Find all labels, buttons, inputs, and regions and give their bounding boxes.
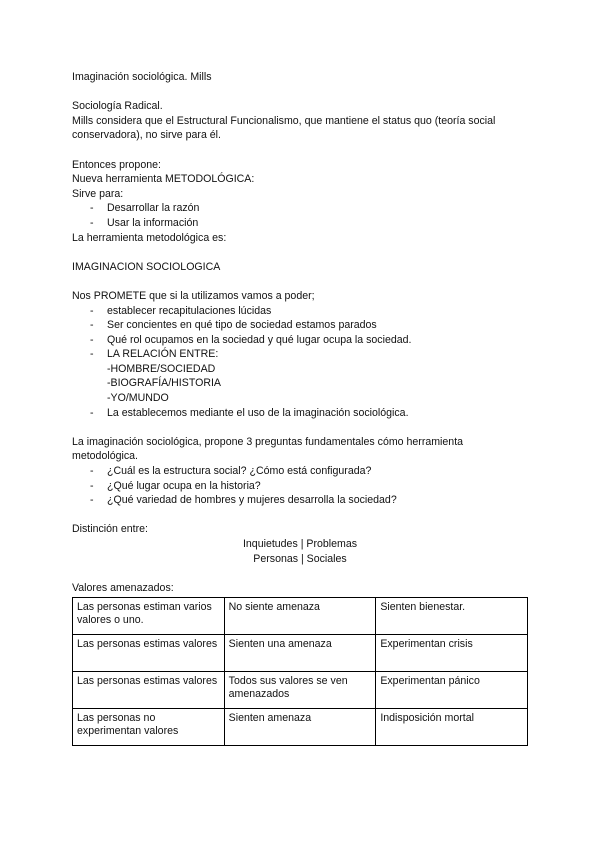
- list-item: - establecer recapitulaciones lúcidas: [90, 304, 272, 317]
- list-item: - Qué rol ocupamos en la sociedad y qué lugar ocupa la sociedad.: [90, 333, 412, 346]
- text-line: La herramienta metodológica es:: [72, 231, 227, 244]
- text-line: Sirve para:: [72, 187, 124, 200]
- centered-line: Inquietudes | Problemas: [242, 538, 358, 550]
- list-item: - Desarrollar la razón: [90, 202, 200, 215]
- text-line: Nueva herramienta METODOLÓGICA:: [72, 173, 255, 186]
- bullet-list: [72, 304, 528, 421]
- sub-list-item: -HOMBRE/SOCIEDAD: [107, 362, 216, 375]
- list-item: - La establecemos mediante el uso de la imaginación sociológica.: [90, 406, 409, 419]
- table-cell: Indisposición mortal: [376, 709, 528, 746]
- paragraph-preguntas: La imaginación sociológica, propone 3 preguntas fundamentales cómo herramienta metodológica.: [72, 435, 464, 463]
- list-item: - ¿Cuál es la estructura social? ¿Cómo está configurada?: [90, 465, 372, 478]
- list-item: - LA RELACIÓN ENTRE:: [90, 348, 219, 361]
- table-cell: Las personas estimas valores: [73, 635, 225, 672]
- sub-list-item: -YO/MUNDO: [107, 392, 169, 405]
- list-item: - ¿Qué lugar ocupa en la historia?: [90, 479, 261, 492]
- table-row: [73, 709, 528, 746]
- table-cell: Todos sus valores se ven amenazados: [224, 672, 376, 709]
- table-cell: Sienten bienestar.: [376, 598, 528, 635]
- text-line: Entonces propone:: [72, 158, 161, 171]
- section-heading-radical: Sociología Radical.: [72, 100, 163, 113]
- document-title: Imaginación sociológica. Mills: [72, 71, 212, 83]
- list-item: - Ser concientes en qué tipo de sociedad estamos parados: [90, 319, 377, 332]
- table-row: [73, 598, 528, 635]
- centered-line: Personas | Sociales: [253, 552, 347, 565]
- table-row: [73, 635, 528, 672]
- table-cell: No siente amenaza: [224, 598, 376, 635]
- valores-table: [72, 597, 528, 746]
- text-line: Distinción entre:: [72, 523, 148, 536]
- text-line: Nos PROMETE que si la utilizamos vamos a poder;: [72, 289, 315, 302]
- table-cell: Las personas estiman varios valores o uno.: [73, 598, 225, 635]
- sub-list-item: -BIOGRAFÍA/HISTORIA: [107, 377, 221, 390]
- table-cell: Las personas no experimentan valores: [73, 709, 225, 746]
- bullet-list: [72, 464, 528, 508]
- list-item: - Usar la información: [90, 216, 199, 229]
- table-cell: Experimentan crisis: [376, 635, 528, 672]
- table-cell: Sienten amenaza: [224, 709, 376, 746]
- table-caption: Valores amenazados:: [72, 581, 174, 594]
- table-cell: Sienten una amenaza: [224, 635, 376, 672]
- table-row: [73, 672, 528, 709]
- table-cell: Las personas estimas valores: [73, 672, 225, 709]
- list-item: - ¿Qué variedad de hombres y mujeres desarrolla la sociedad?: [90, 494, 397, 507]
- section-heading-imaginacion: IMAGINACION SOCIOLOGICA: [72, 260, 221, 273]
- bullet-list: [72, 201, 528, 230]
- document-page: [72, 70, 528, 746]
- paragraph-mills: Mills considera que el Estructural Funcionalismo, que mantiene el status quo (teoría social conservadora), no sirve para él.: [72, 114, 496, 142]
- table-cell: Experimentan pánico: [376, 672, 528, 709]
